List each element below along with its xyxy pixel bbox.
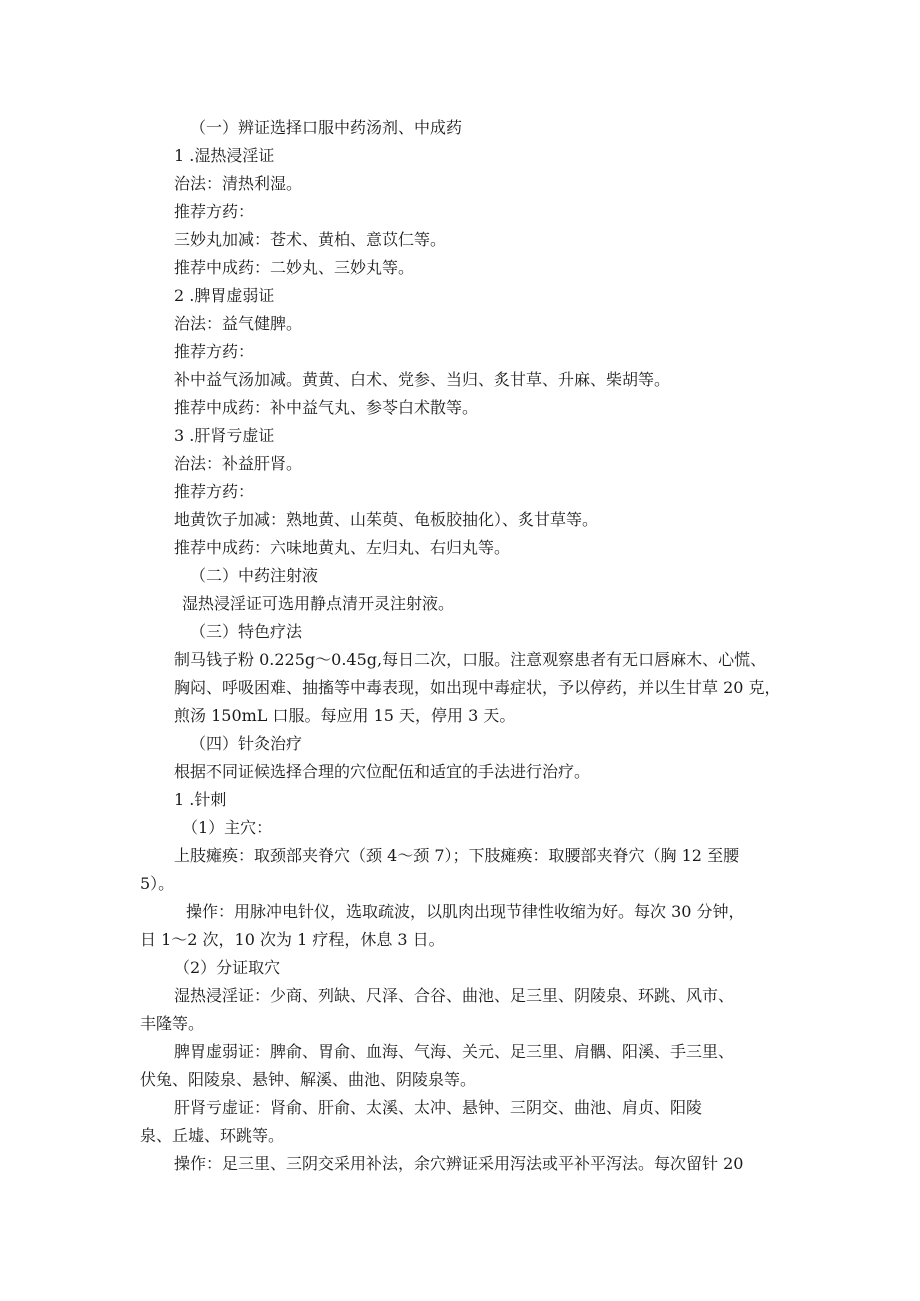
subheading-liver-kidney: 3 .肝肾亏虚证 (174, 426, 275, 445)
text-line: 泉、丘墟、环跳等。 (140, 1126, 285, 1145)
heading-acupuncture: （四）针灸治疗 (190, 734, 303, 753)
text-line: 脾胃虚弱证：脾俞、胃俞、血海、气海、关元、足三里、肩髃、阳溪、手三里、 (174, 1042, 735, 1061)
text-line: 日 1～2 次，10 次为 1 疗程，休息 3 日。 (140, 930, 445, 949)
text-line: 三妙丸加减：苍术、黄柏、意苡仁等。 (174, 230, 447, 249)
text-line: 根据不同证候选择合理的穴位配伍和适宜的手法进行治疗。 (174, 762, 591, 781)
text-line: 推荐中成药：二妙丸、三妙丸等。 (174, 258, 415, 277)
heading-injection: （二）中药注射液 (190, 566, 319, 585)
text-line: 煎汤 150mL 口服。每应用 15 天，停用 3 天。 (174, 706, 516, 725)
text-line: 上肢瘫痪：取颈部夹脊穴（颈 4～颈 7）；下肢瘫痪：取腰部夹脊穴（胸 12 至腰 (174, 846, 740, 865)
subheading-main-points: （1）主穴： (182, 818, 273, 837)
text-line: 治法：益气健脾。 (174, 314, 303, 333)
text-line: 湿热浸淫证可选用静点清开灵注射液。 (182, 594, 455, 613)
subheading-needling: 1 .针刺 (174, 790, 227, 809)
text-line: 推荐方药： (174, 482, 255, 501)
text-line: 湿热浸淫证：少商、列缺、尺泽、合谷、曲池、足三里、阴陵泉、环跳、风市、 (174, 986, 735, 1005)
text-line: 肝肾亏虚证：肾俞、肝俞、太溪、太冲、悬钟、三阴交、曲池、肩贞、阳陵 (174, 1098, 703, 1117)
text-line: 伏兔、阳陵泉、悬钟、解溪、曲池、阴陵泉等。 (140, 1070, 477, 1089)
text-line: 丰隆等。 (140, 1014, 205, 1033)
text-line: 地黄饮子加减：熟地黄、山茱萸、龟板胶抽化）、炙甘草等。 (174, 510, 599, 529)
text-line: 治法：补益肝肾。 (174, 454, 303, 473)
text-line: 5）。 (140, 874, 175, 893)
text-line: 补中益气汤加减。黄黄、白术、党参、当归、炙甘草、升麻、柴胡等。 (174, 370, 671, 389)
heading-special-therapy: （三）特色疗法 (190, 622, 303, 641)
text-line: 治法：清热利湿。 (174, 174, 303, 193)
text-line: 制马钱子粉 0.225g～0.45g,每日二次，口服。注意观察患者有无口唇麻木、心慌、 (174, 650, 767, 669)
subheading-spleen-stomach: 2 .脾胃虚弱证 (174, 286, 275, 305)
subheading-pattern-points: （2）分证取穴 (174, 958, 281, 977)
heading-oral-medicine: （一）辨证选择口服中药汤剂、中成药 (190, 118, 463, 137)
text-line: 推荐中成药：六味地黄丸、左归丸、右归丸等。 (174, 538, 511, 557)
subheading-damp-heat: 1 .湿热浸淫证 (174, 146, 275, 165)
text-line: 推荐中成药：补中益气丸、参苓白术散等。 (174, 398, 479, 417)
text-line: 推荐方药： (174, 342, 255, 361)
text-line: 操作：足三里、三阴交采用补法，余穴辨证采用泻法或平补平泻法。每次留针 20 (174, 1154, 744, 1173)
text-line: 胸闷、呼吸困难、抽搐等中毒表现，如出现中毒症状，予以停药，并以生甘草 20 克， (174, 678, 781, 697)
text-line: 推荐方药： (174, 202, 255, 221)
text-line: 操作：用脉冲电针仪，选取疏波，以肌肉出现节律性收缩为好。每次 30 分钟， (186, 902, 745, 921)
